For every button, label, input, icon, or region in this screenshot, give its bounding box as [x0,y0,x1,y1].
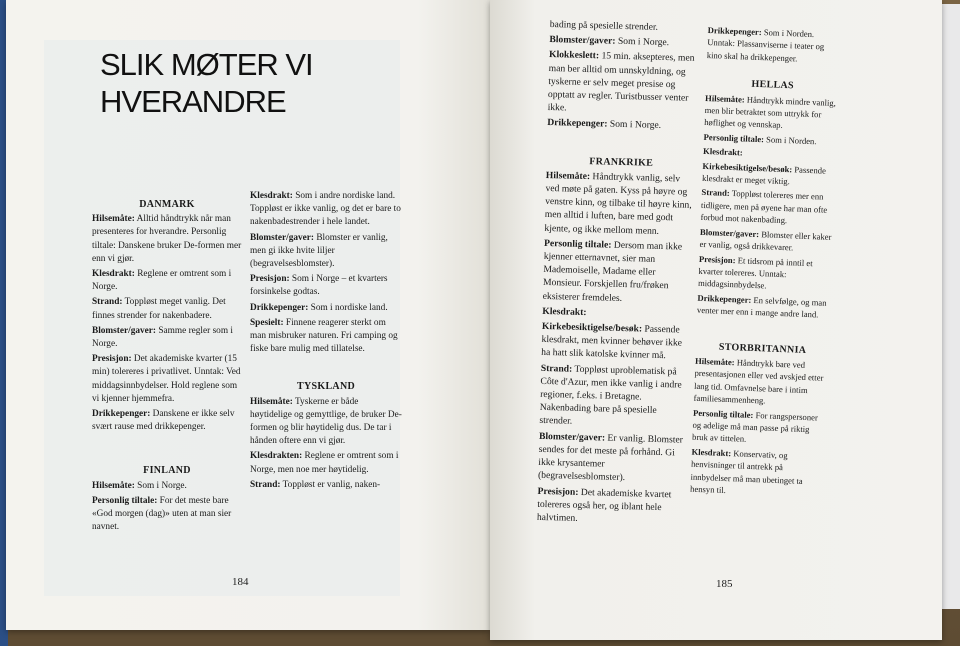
entry-finland-blomster: Blomster/gaver: Blomster er vanlig, men gi ikke hvite liljer (begravelsesblomster). [250,232,388,270]
entry-tyskland-blomster: Blomster/gaver: Som i Norge. [549,34,670,49]
entry-hellas-drikkepenger: Drikkepenger: En selvfølge, og man venter mer enn i mange andre land. [696,292,827,320]
entry-frankrike-drikkepenger: Drikkepenger: Som i Norden. Unntak: Plassanviserne i teater og kino skal ha drikkepenger. [706,24,825,64]
page-number-left: 184 [232,576,249,588]
right-column-2 [690,24,842,502]
entry-tyskland-intro: bading på spesielle strender. [549,18,659,33]
entry-hellas-kirke: Kirkebesiktigelse/besøk: Passende klesdrakt er meget viktig. [701,160,827,187]
title-line-2: HVERANDRE [100,84,286,119]
section-gap [92,450,242,464]
entry-storbritannia-tiltale: Personlig tiltale: For rangspersoner og adelige må man passe på riktig bruk av tittelen. [691,407,819,445]
entry-danmark-strand: Strand: Toppløst meget vanlig. Det finnes strender for nakenbadere. [92,297,226,321]
entry-hellas-klesdrakt: Klesdrakt: [702,146,743,158]
entry-finland-tiltale: Personlig tiltale: For det meste bare «God morgen (dag)» uten at man sier navnet. [92,495,232,533]
entry-frankrike-klesdrakt: Klesdrakt: [542,305,587,318]
entry-tyskland-klesdrakten: Klesdrakten: Reglene er omtrent som i Norge, men noe mer høytidelig. [250,451,399,475]
entry-frankrike-strand: Strand: Toppløst uproblematisk på Côte d'Azur, men ikke vanlig i andre regioner, f.eks. i Bretagne. Nakenbading bare på spesielle strender. [539,362,682,428]
entry-hellas-tiltale: Personlig tiltale: Som i Norden. [703,131,817,147]
entry-finland-presisjon: Presisjon: Som i Norge – et kvarters forsinkelse godtas. [250,274,388,298]
right-column-1 [537,18,700,530]
left-column-2 [250,190,402,494]
entry-hellas-hilsemate: Hilsemåte: Håndtrykk mindre vanlig, men blir betraktet som uttrykk for høflighet og vennskap. [704,92,837,131]
entry-danmark-blomster: Blomster/gaver: Samme regler som i Norge. [92,325,233,350]
entry-danmark-klesdrakt: Klesdrakt: Reglene er omtrent som i Norge. [92,269,232,293]
entry-frankrike-tiltale: Personlig tiltale: Dersom man ikke kjenner etternavnet, sier man Mademoiselle, Madame eller Monsieur. Forskjellen fru/frøken eksisterer fremdeles. [542,237,683,304]
entry-finland-spesielt: Spesielt: Finnene reagerer sterkt om man misbruker naturen. Fri camping og fiske bare mulig med tillatelse. [250,317,398,355]
entry-tyskland-hilsemate: Hilsemåte: Tyskerne er både høytidelige og gemyttlige, de bruker De-formen og blir høytidelig dus. De tar i hånden oftere enn vi gjør. [250,396,402,447]
entry-tyskland-klokkeslett: Klokkeslett: 15 min. aksepteres, men man ber alltid om unnskyldning, og tyskerne er selv meget presise og opptatt av regler. Turistbusser venter ikke. [547,49,695,114]
entry-hellas-presisjon: Presisjon: Et tidsrom på inntil et kvarter tolereres. Unntak: middagsinnbydelse. [697,253,813,291]
heading-storbritannia: STORBRITANNIA [718,341,807,356]
section-gap [250,372,402,380]
page-number-right: 185 [716,578,733,590]
left-column-1 [92,198,242,536]
entry-hellas-blomster: Blomster/gaver: Blomster eller kaker er vanlig, også drikkevarer. [699,226,832,253]
entry-danmark-drikkepenger: Drikkepenger: Danskene er ikke selv svært rause med drikkepenger. [92,409,235,433]
entry-danmark-presisjon: Presisjon: Det akademiske kvarter (15 min) tolereres i privatlivet. Unntak: Ved middagsinnbydelser. Hold reglene som vi kjenner hjemmefra. [92,354,241,404]
entry-frankrike-kirke: Kirkebesiktigelse/besøk: Passende klesdrakt, men kvinner behøver ikke ha hatt slik katolske kvinner må. [541,320,683,362]
section-gap [250,358,402,372]
heading-danmark: DANMARK [139,199,195,210]
title-line-1: SLIK MØTER VI [100,47,313,82]
entry-danmark-hilsemate: Hilsemåte: Alltid håndtrykk når man presenteres for hverandre. Personlig tiltale: Danskene bruker De-formen mer enn vi gjør. [92,214,242,264]
entry-storbritannia-hilsemate: Hilsemåte: Håndtrykk bare ved presentasjonen eller ved avskjed etter lang tid. Omfavnelse bare i intim familiesammenheng. [693,355,824,406]
entry-frankrike-hilsemate: Hilsemåte: Håndtrykk vanlig, selv ved møte på gaten. Kyss på høyre og venstre kinn, og tilbake til høyre kinn, men alltid i luften, bare med godt kjente, og ikke mellom menn. [544,169,692,237]
entry-storbritannia-klesdrakt: Klesdrakt: Konservativ, og henvisninger til antrekk på innbydelser må man ubetinget ta hensyn til. [689,446,803,496]
entry-tyskland-strand: Strand: Toppløst er vanlig, naken- [250,479,381,490]
entry-hellas-strand: Strand: Toppløst tolereres mer enn tidligere, men på øyene har man ofte forbud mot nakenbading. [700,187,828,226]
heading-hellas: HELLAS [751,78,795,92]
entry-finland-klesdrakt: Klesdrakt: Som i andre nordiske land. Toppløst er ikke vanlig, og det er bare to nakenbadestrender i hele landet. [250,191,401,228]
entry-tyskland-drikkepenger: Drikkepenger: Som i Norge. [547,117,662,132]
heading-tyskland: TYSKLAND [297,381,355,393]
section-gap [92,436,242,450]
entry-frankrike-blomster: Blomster/gaver: Er vanlig. Blomster sendes for det meste på forhånd. Gi ikke krysantemer (begravelsesblomster). [537,430,684,484]
heading-finland: FINLAND [143,465,191,477]
entry-finland-drikkepenger: Drikkepenger: Som i nordiske land. [250,302,388,313]
heading-frankrike: FRANKRIKE [589,155,654,169]
page-title [100,46,313,120]
entry-frankrike-presisjon: Presisjon: Det akademiske kvartet tolereres også her, og iblant hele halvtimen. [536,485,672,524]
entry-finland-hilsemate: Hilsemåte: Som i Norge. [92,480,187,491]
